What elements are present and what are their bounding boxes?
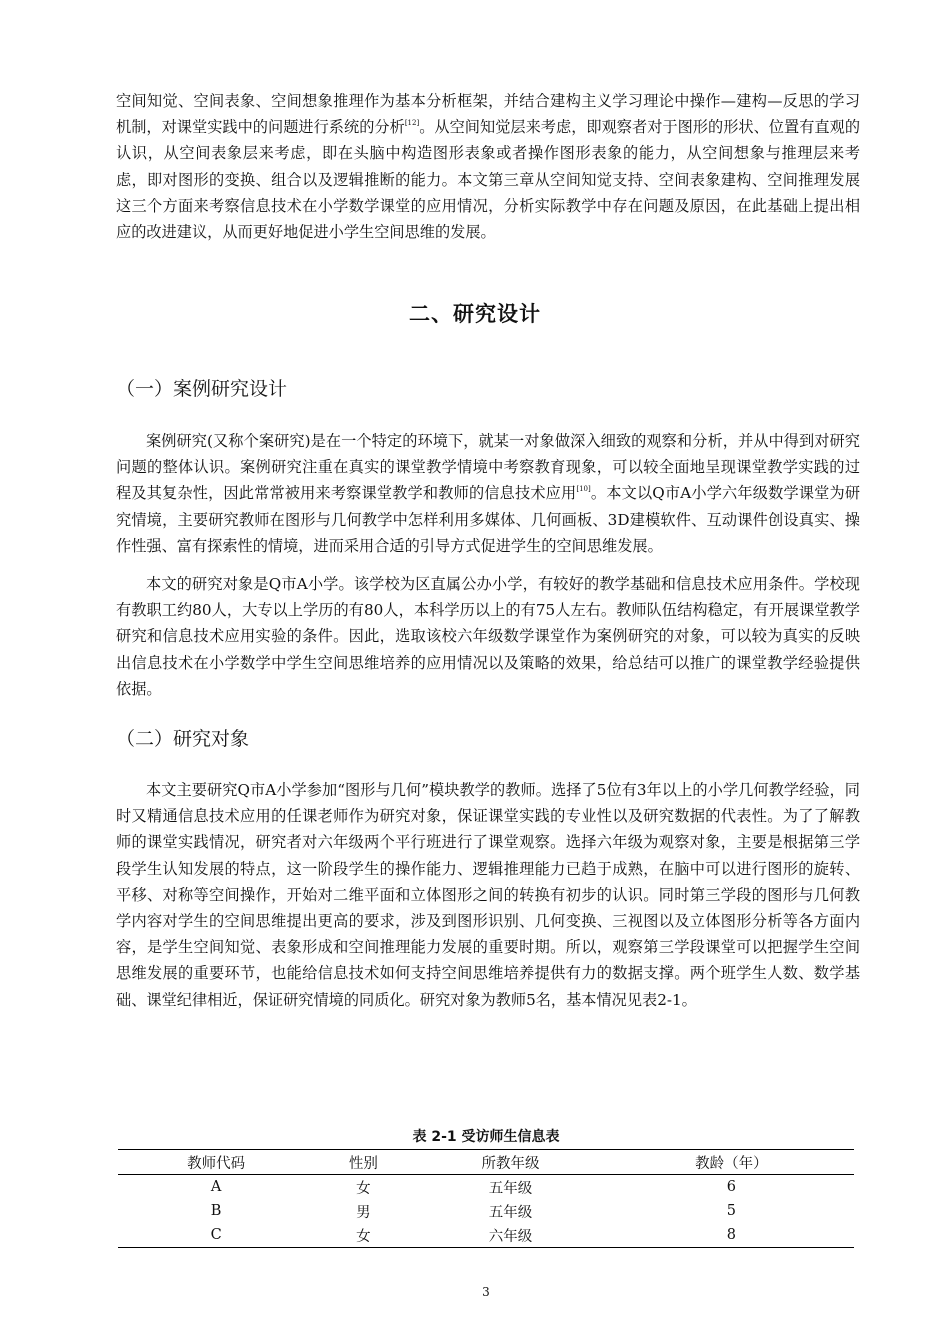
- table-row: [118, 1199, 854, 1223]
- table-row: [118, 1175, 854, 1200]
- cell-grade: 六年级: [488, 1228, 533, 1245]
- table-row: [118, 1223, 854, 1248]
- header-teaching-years: 教龄（年）: [695, 1155, 768, 1172]
- intro-paragraph: [116, 88, 860, 245]
- cell-teacher-code: B: [210, 1203, 222, 1219]
- case-study-paragraph-1: [116, 428, 860, 559]
- cell-teacher-code: C: [210, 1227, 222, 1243]
- case-study-text-a: 案例研究(又称个案研究)是在一个特定的环境下，就某一对象做深入细致的观察和分析，并从中得到对研究问题的整体认识。案例研究注重在真实的课堂教学情境中考察教育现象，可以较全面地呈现课堂教学实践的过程及其复杂性，因此常常被用来考察课堂教学和教师的信息技术应用: [116, 432, 860, 503]
- cell-teacher-code: A: [210, 1179, 222, 1195]
- cell-gender: 女: [356, 1228, 371, 1245]
- citation-10: [10]: [576, 485, 591, 494]
- case-study-text-b: 。本文以Q市A小学六年级数学课堂为研究情境，主要研究教师在图形与几何教学中怎样利用多媒体、几何画板、3D建模软件、互动课件创设真实、操作性强、富有探索性的情境，进而采用合适的引导方式促进学生的空间思维发展。: [116, 484, 861, 555]
- cell-grade: 五年级: [488, 1204, 533, 1221]
- intro-text-a: 空间知觉、空间表象、空间想象推理作为基本分析框架，并结合建构主义学习理论中操作—建构—反思的学习机制，对课堂实践中的问题进行系统的分析: [116, 92, 860, 137]
- section-heading-subjects: （二）研究对象: [116, 728, 250, 750]
- teacher-info-table: [118, 1149, 854, 1248]
- cell-grade: 五年级: [488, 1180, 533, 1197]
- cell-teaching-years: 8: [726, 1227, 736, 1243]
- page-number: 3: [482, 1285, 490, 1299]
- table-caption: 表 2-1 受访师生信息表: [412, 1129, 560, 1145]
- cell-teaching-years: 5: [726, 1203, 736, 1219]
- header-grade: 所教年级: [481, 1155, 540, 1172]
- case-study-paragraph-2: 本文的研究对象是Q市A小学。该学校为区直属公办小学，有较好的教学基础和信息技术应用条件。学校现有教职工约80人，大专以上学历的有80人，本科学历以上的有75人左右。教师队伍结构稳定，有开展课堂教学研究和信息技术应用实验的条件。因此，选取该校六年级数学课堂作为案例研究的对象，可以较为真实的反映出信息技术在小学数学中学生空间思维培养的应用情况以及策略的效果，给总结可以推广的课堂教学经验提供依据。: [116, 575, 860, 698]
- cell-gender: 男: [356, 1204, 371, 1221]
- chapter-title: 二、研究设计: [409, 302, 541, 326]
- header-gender: 性别: [348, 1155, 378, 1172]
- cell-teaching-years: 6: [726, 1179, 736, 1195]
- header-teacher-code: 教师代码: [187, 1155, 246, 1172]
- section-heading-case-study: （一）案例研究设计: [116, 378, 288, 400]
- intro-text-b: 。从空间知觉层来考虑，即观察者对于图形的形状、位置有直观的认识，从空间表象层来考虑，即在头脑中构造图形表象或者操作图形表象的能力，从空间想象与推理层来考虑，即对图形的变换、组合以及逻辑推断的能力。本文第三章从空间知觉支持、空间表象建构、空间推理发展这三个方面来考察信息技术在小学数学课堂的应用情况，分析实际教学中存在问题及原因，在此基础上提出相应的改进建议，从而更好地促进小学生空间思维的发展。: [116, 118, 861, 242]
- table-header-row: [118, 1150, 854, 1175]
- subjects-paragraph: 本文主要研究Q市A小学参加“图形与几何”模块教学的教师。选择了5位有3年以上的小学几何教学经验，同时又精通信息技术应用的任课老师作为研究对象，保证课堂实践的专业性以及研究数据的代表性。为了了解教师的课堂实践情况，研究者对六年级两个平行班进行了课堂观察。选择六年级为观察对象，主要是根据第三学段学生认知发展的特点，这一阶段学生的操作能力、逻辑推理能力已趋于成熟，在脑中可以进行图形的旋转、平移、对称等空间操作，开始对二维平面和立体图形之间的转换有初步的认识。同时第三学段的图形与几何教学内容对学生的空间思维提出更高的要求，涉及到图形识别、几何变换、三视图以及立体图形分析等各方面内容，是学生空间知觉、表象形成和空间推理能力发展的重要时期。所以，观察第三学段课堂可以把握学生空间思维发展的重要环节，也能给信息技术如何支持空间思维培养提供有力的数据支撑。两个班学生人数、数学基础、课堂纪律相近，保证研究情境的同质化。研究对象为教师5名，基本情况见表2-1。: [116, 781, 860, 1009]
- citation-12: [12]: [404, 119, 420, 128]
- cell-gender: 女: [356, 1180, 371, 1197]
